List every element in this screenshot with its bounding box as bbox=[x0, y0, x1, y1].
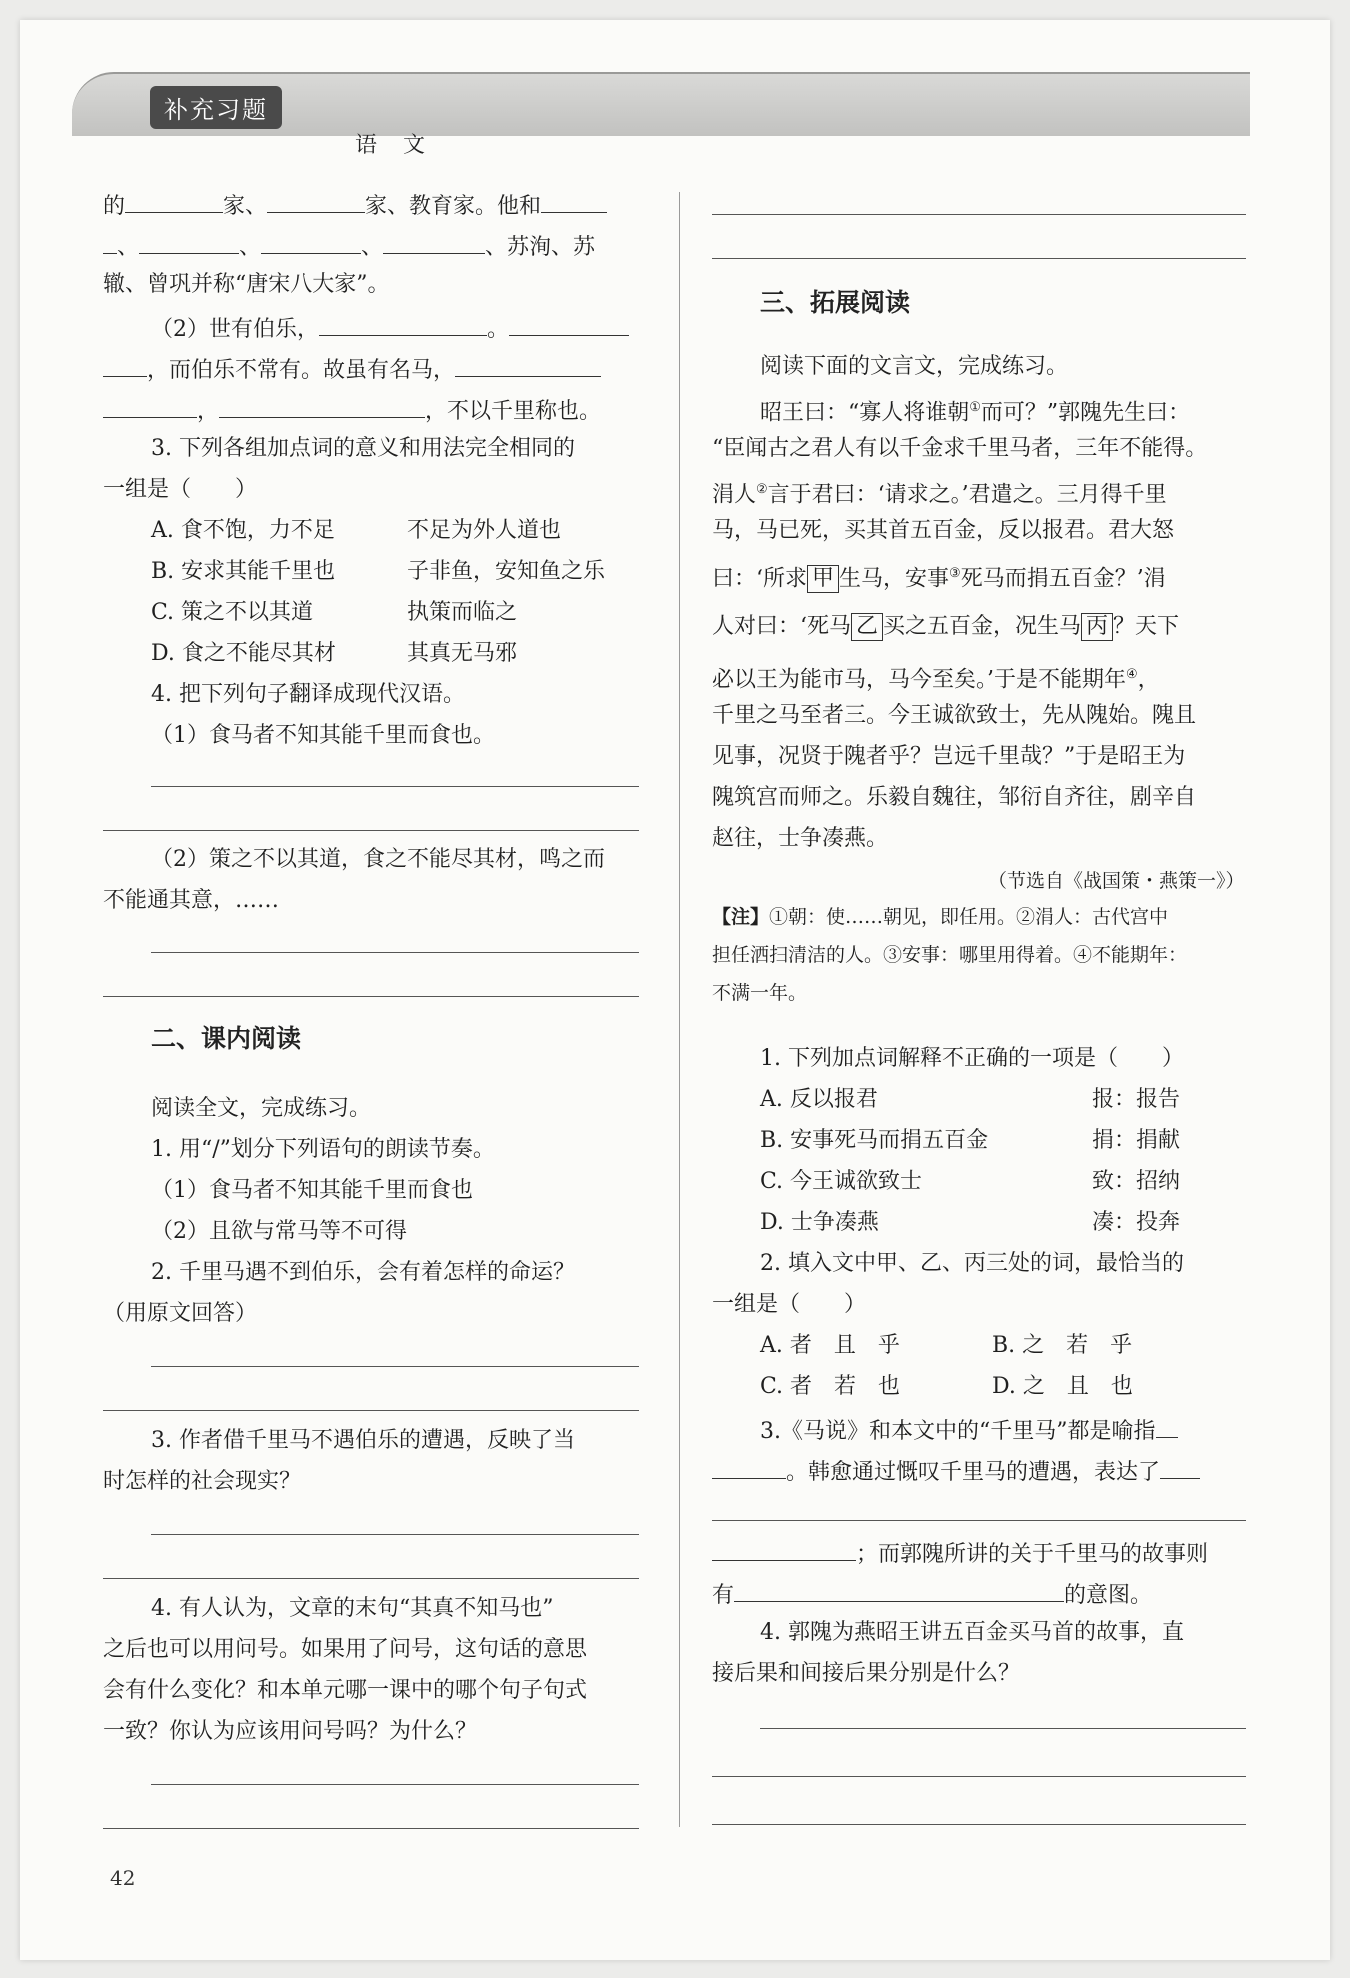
text-line: （1）食马者不知其能千里而食也 bbox=[151, 1178, 473, 1203]
text-line: 的 家、 家、教育家。他和 bbox=[103, 188, 607, 222]
text-line: ， ，不以千里称也。 bbox=[103, 393, 601, 427]
text-line: ，而伯乐不常有。故虽有名马， bbox=[103, 352, 601, 386]
text-line: （2）世有伯乐， 。 bbox=[151, 311, 629, 345]
text-line: 之后也可以用问号。如果用了问号，这句话的意思 bbox=[103, 1637, 588, 1662]
passage-line: 马，马已死，买其首五百金，反以报君。君大怒 bbox=[712, 518, 1175, 543]
option-d: D. 之 且 也 bbox=[992, 1374, 1133, 1399]
blank-box-jia[interactable]: 甲 bbox=[807, 565, 839, 593]
answer-line[interactable] bbox=[151, 1784, 639, 1785]
answer-line[interactable] bbox=[151, 1366, 639, 1367]
section-tag: 补充习题 bbox=[150, 86, 282, 129]
answer-line[interactable] bbox=[151, 1534, 639, 1535]
option-a: A. 食不饱，力不足 bbox=[151, 518, 335, 543]
text-line: （2）且欲与常马等不可得 bbox=[151, 1219, 407, 1244]
section-3-heading: 三、拓展阅读 bbox=[760, 288, 911, 317]
option-d: D. 食之不能尽其材 bbox=[151, 641, 336, 666]
answer-line[interactable] bbox=[151, 786, 639, 787]
passage-line: 昭王曰：“寡人将谁朝①而可？”郭隗先生曰： bbox=[760, 400, 1191, 426]
text-line: 一组是（ ） bbox=[103, 477, 258, 502]
answer-line[interactable] bbox=[760, 1728, 1246, 1729]
option-c-gloss: 致：招纳 bbox=[1092, 1169, 1181, 1194]
text-line: 一致？你认为应该用问号吗？为什么？ bbox=[103, 1719, 478, 1744]
passage-line: 曰：‘所求 甲 生马，安事③死马而捐五百金？’涓 bbox=[712, 566, 1166, 592]
option-b-gloss: 捐：捐献 bbox=[1092, 1128, 1181, 1153]
text-line: 、 、 、 、苏洵、苏 bbox=[103, 229, 595, 263]
text-line: 3. 作者借千里马不遇伯乐的遭遇，反映了当 bbox=[151, 1428, 575, 1453]
answer-line[interactable] bbox=[103, 1578, 639, 1579]
passage-line: 千里之马至者三。今王诚欲致士，先从隗始。隗且 bbox=[712, 703, 1197, 728]
passage-line: 涓人②言于君曰：‘请求之。’君遣之。三月得千里 bbox=[712, 482, 1167, 508]
option-d-compare: 其真无马邪 bbox=[407, 641, 518, 666]
column-divider bbox=[679, 192, 680, 1827]
passage-source: （节选自《战国策・燕策一》） bbox=[988, 870, 1245, 892]
text-line: 辙、曾巩并称“唐宋八大家”。 bbox=[103, 272, 390, 297]
option-c: C. 者 若 也 bbox=[760, 1374, 901, 1399]
text-line: 阅读全文，完成练习。 bbox=[151, 1096, 372, 1121]
question-3: 3.《马说》和本文中的“千里马”都是喻指 bbox=[760, 1413, 1178, 1447]
answer-line[interactable] bbox=[103, 1410, 639, 1411]
option-b: B. 安事死马而捐五百金 bbox=[760, 1128, 989, 1153]
text-line: 有 的意图。 bbox=[712, 1577, 1152, 1611]
option-c-compare: 执策而临之 bbox=[407, 600, 518, 625]
subject-title: 语文 bbox=[355, 133, 452, 158]
note-line: 【注】①朝：使……朝见，即任用。②涓人：古代宫中 bbox=[712, 906, 1169, 928]
option-b-compare: 子非鱼，安知鱼之乐 bbox=[407, 559, 606, 584]
question-1: 1. 下列加点词解释不正确的一项是（ ） bbox=[760, 1046, 1184, 1071]
answer-line[interactable] bbox=[712, 214, 1246, 215]
option-b: B. 安求其能千里也 bbox=[151, 559, 336, 584]
question-4: 4. 郭隗为燕昭王讲五百金买马首的故事，直 bbox=[760, 1620, 1184, 1645]
passage-line: 赵往，士争凑燕。 bbox=[712, 826, 889, 851]
passage-line: “臣闻古之君人有以千金求千里马者，三年不能得。 bbox=[712, 436, 1208, 461]
passage-line: 人对曰：‘死马 乙 买之五百金，况生马 丙 ？天下 bbox=[712, 614, 1180, 639]
text-line: 一组是（ ） bbox=[712, 1292, 867, 1317]
text-line: 1. 用“/”划分下列语句的朗读节奏。 bbox=[151, 1137, 495, 1162]
option-a: A. 反以报君 bbox=[760, 1087, 878, 1112]
option-a-compare: 不足为外人道也 bbox=[407, 518, 562, 543]
option-c: C. 今王诚欲致士 bbox=[760, 1169, 923, 1194]
text-line: （1）食马者不知其能千里而食也。 bbox=[151, 723, 495, 748]
text-line: （用原文回答） bbox=[103, 1301, 258, 1326]
passage-line: 见事，况贤于隗者乎？岂远千里哉？”于是昭王为 bbox=[712, 744, 1186, 769]
blank-box-bing[interactable]: 丙 bbox=[1081, 613, 1113, 641]
answer-line[interactable] bbox=[103, 996, 639, 997]
option-a: A. 者 且 乎 bbox=[760, 1333, 900, 1358]
answer-line[interactable] bbox=[712, 1824, 1246, 1825]
text-line: 4. 有人认为，文章的末句“其真不知马也” bbox=[151, 1596, 554, 1621]
blank-box-yi[interactable]: 乙 bbox=[851, 613, 883, 641]
answer-line[interactable] bbox=[712, 1520, 1246, 1521]
answer-line[interactable] bbox=[712, 1776, 1246, 1777]
note-line: 不满一年。 bbox=[712, 982, 808, 1004]
text-line: 时怎样的社会现实？ bbox=[103, 1469, 302, 1494]
note-line: 担任洒扫清洁的人。③安事：哪里用得着。④不能期年： bbox=[712, 944, 1188, 966]
option-d: D. 士争凑燕 bbox=[760, 1210, 879, 1235]
text-line: 会有什么变化？和本单元哪一课中的哪个句子句式 bbox=[103, 1678, 588, 1703]
answer-line[interactable] bbox=[103, 830, 639, 831]
text-line: 。韩愈通过慨叹千里马的遭遇，表达了 bbox=[712, 1454, 1200, 1488]
text-line: ；而郭隗所讲的关于千里马的故事则 bbox=[712, 1536, 1208, 1570]
section-2-heading: 二、课内阅读 bbox=[151, 1024, 302, 1053]
answer-line[interactable] bbox=[151, 952, 639, 953]
option-b: B. 之 若 乎 bbox=[992, 1333, 1133, 1358]
option-c: C. 策之不以其道 bbox=[151, 600, 314, 625]
page-number: 42 bbox=[110, 1866, 136, 1890]
text-line: 接后果和间接后果分别是什么？ bbox=[712, 1661, 1021, 1686]
passage-line: 隗筑宫而师之。乐毅自魏往，邹衍自齐往，剧辛自 bbox=[712, 785, 1197, 810]
question-3: 3. 下列各组加点词的意义和用法完全相同的 bbox=[151, 436, 575, 461]
text-line: 2. 千里马遇不到伯乐，会有着怎样的命运？ bbox=[151, 1260, 575, 1285]
passage-line: 必以王为能市马，马今至矣。’于是不能期年④， bbox=[712, 667, 1160, 693]
answer-line[interactable] bbox=[103, 1828, 639, 1829]
question-2: 2. 填入文中甲、乙、丙三处的词，最恰当的 bbox=[760, 1251, 1184, 1276]
text-line: 阅读下面的文言文，完成练习。 bbox=[760, 354, 1069, 379]
answer-line[interactable] bbox=[712, 258, 1246, 259]
text-line: 不能通其意，…… bbox=[103, 888, 280, 913]
option-a-gloss: 报：报告 bbox=[1092, 1087, 1181, 1112]
option-d-gloss: 凑：投奔 bbox=[1092, 1210, 1181, 1235]
text-line: （2）策之不以其道，食之不能尽其材，鸣之而 bbox=[151, 847, 605, 872]
question-4: 4. 把下列句子翻译成现代汉语。 bbox=[151, 682, 465, 707]
